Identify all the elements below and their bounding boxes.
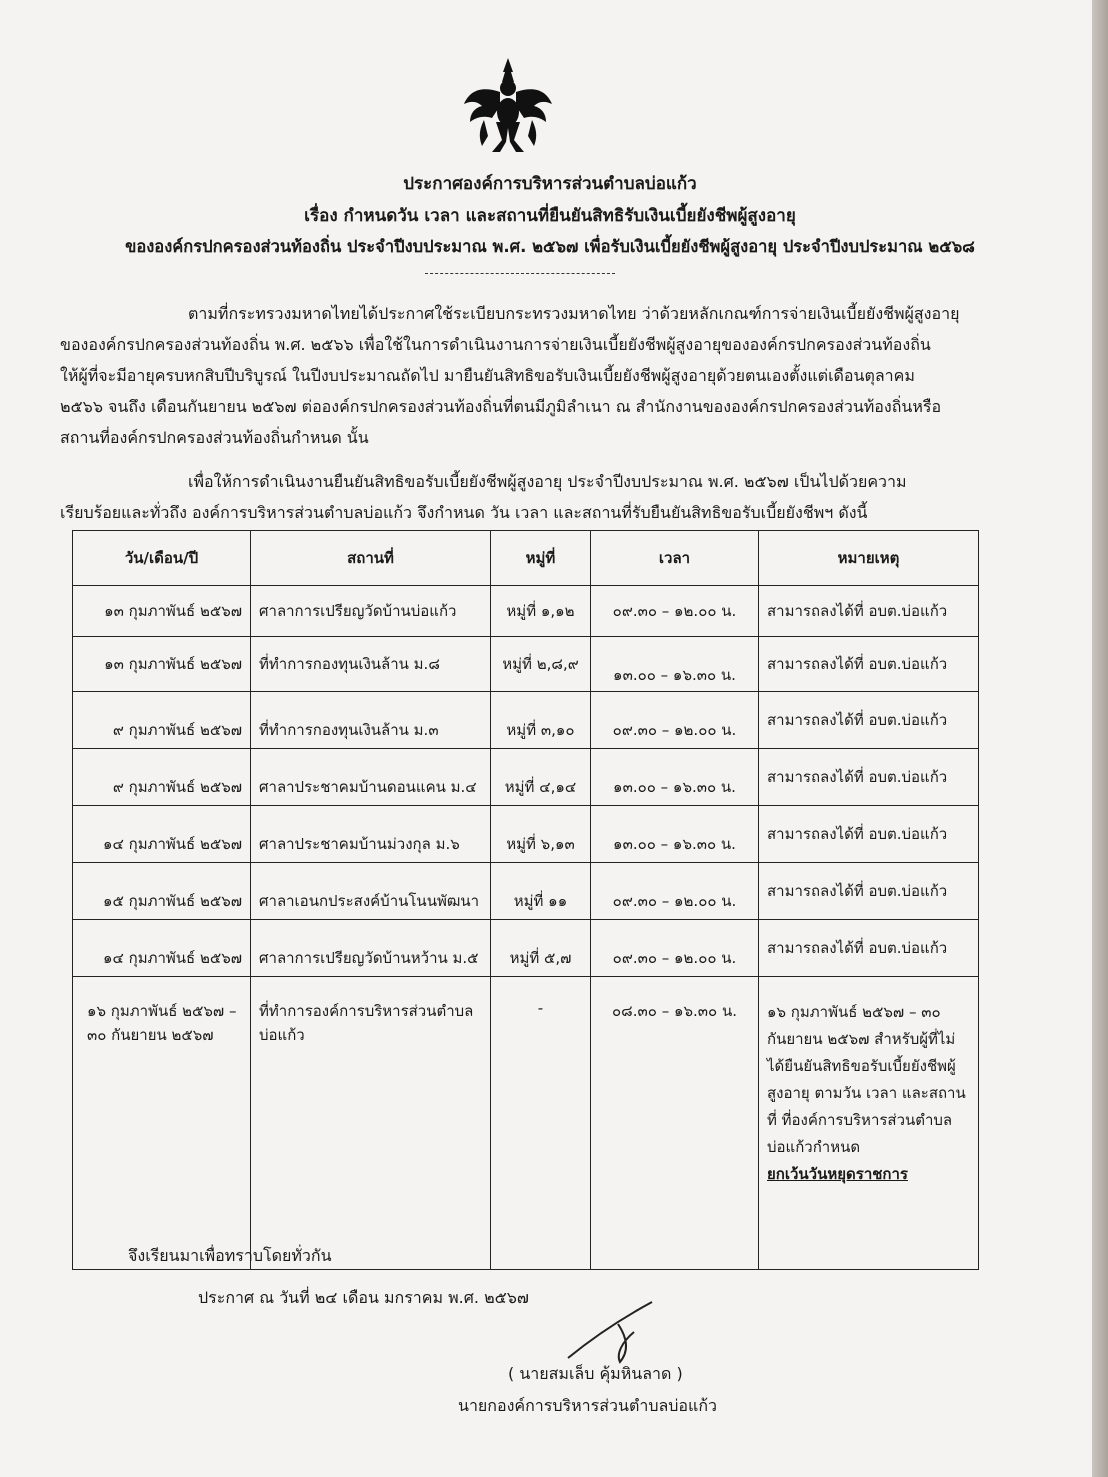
- cell-village: หมู่ที่ ๔,๑๔: [491, 749, 591, 806]
- col-header-village: หมู่ที่: [491, 531, 591, 586]
- cell-village: -: [491, 977, 591, 1270]
- cell-time: ๐๙.๓๐ – ๑๒.๐๐ น.: [591, 863, 759, 920]
- cell-note: สามารถลงได้ที่ อบต.บ่อแก้ว: [759, 637, 979, 692]
- cell-place-line: ที่ทำการองค์การบริหารส่วนตำบล: [259, 1002, 474, 1020]
- paragraph-1-line: ขององค์กรปกครองส่วนท้องถิ่น พ.ศ. ๒๕๖๖ เพื่อใช้ในการดำเนินงานการจ่ายเงินเบี้ยยังชีพผู้สูงอายุขององค์กรปกครองส่วนท้องถิ่น: [60, 335, 931, 354]
- cell-village: หมู่ที่ ๕,๗: [491, 920, 591, 977]
- table-header-row: [73, 531, 979, 586]
- note-emphasis: ยกเว้นวันหยุดราชการ: [767, 1165, 908, 1183]
- paragraph-2-line: เรียบร้อยและทั่วถึง องค์การบริหารส่วนตำบลบ่อแก้ว จึงกำหนด วัน เวลา และสถานที่รับยืนยันสิทธิขอรับเบี้ยยังชีพฯ ดังนี้: [60, 503, 868, 522]
- cell-place: ศาลาประชาคมบ้านดอนแคน ม.๔: [251, 749, 491, 806]
- title-divider: [425, 273, 615, 274]
- cell-date: [73, 977, 251, 1270]
- cell-place: ศาลาการเปรียญวัดบ้านบ่อแก้ว: [251, 586, 491, 637]
- cell-date-line: ๓๐ กันยายน ๒๕๖๗: [87, 1026, 214, 1044]
- cell-note: สามารถลงได้ที่ อบต.บ่อแก้ว: [759, 586, 979, 637]
- col-header-note: หมายเหตุ: [759, 531, 979, 586]
- announcement-date: ประกาศ ณ วันที่ ๒๔ เดือน มกราคม พ.ศ. ๒๕๖๗: [198, 1288, 529, 1307]
- cell-note: สามารถลงได้ที่ อบต.บ่อแก้ว: [759, 692, 979, 749]
- cell-place-line: บ่อแก้ว: [259, 1026, 305, 1044]
- cell-date: ๑๕ กุมภาพันธ์ ๒๕๖๗: [73, 863, 251, 920]
- cell-note: [759, 977, 979, 1270]
- cell-place: ศาลาประชาคมบ้านม่วงกุล ม.๖: [251, 806, 491, 863]
- cell-village: หมู่ที่ ๑๑: [491, 863, 591, 920]
- cell-village: หมู่ที่ ๒,๘,๙: [491, 637, 591, 692]
- cell-time: ๑๓.๐๐ – ๑๖.๓๐ น.: [591, 749, 759, 806]
- cell-date: ๙ กุมภาพันธ์ ๒๕๖๗: [73, 692, 251, 749]
- paragraph-1-line: ๒๕๖๖ จนถึง เดือนกันยายน ๒๕๖๗ ต่อองค์กรปกครองส่วนท้องถิ่นที่ตนมีภูมิลำเนา ณ สำนักงานขององค์กรปกครองส่วนท้องถิ่นหรือ: [60, 397, 942, 416]
- cell-time: ๐๙.๓๐ – ๑๒.๐๐ น.: [591, 586, 759, 637]
- cell-time: ๑๓.๐๐ – ๑๖.๓๐ น.: [591, 806, 759, 863]
- cell-date: ๑๔ กุมภาพันธ์ ๒๕๖๗: [73, 806, 251, 863]
- cell-place: ศาลาการเปรียญวัดบ้านหว้าน ม.๕: [251, 920, 491, 977]
- paragraph-1-line: ให้ผู้ที่จะมีอายุครบหกสิบปีบริบูรณ์ ในปีงบประมาณถัดไป มายืนยันสิทธิขอรับเงินเบี้ยยังชีพผู้สูงอายุด้วยตนเองตั้งแต่เดือนตุลาคม: [60, 366, 915, 385]
- table-row: [73, 692, 979, 749]
- cell-time: ๐๘.๓๐ – ๑๖.๓๐ น.: [591, 977, 759, 1270]
- page-edge: [1092, 0, 1108, 1477]
- table-row: [73, 637, 979, 692]
- signer-name: ( นายสมเล็บ คุ้มหินลาด ): [508, 1364, 683, 1383]
- paragraph-2-line: เพื่อให้การดำเนินงานยืนยันสิทธิขอรับเบี้ยยังชีพผู้สูงอายุ ประจำปีงบประมาณ พ.ศ. ๒๕๖๗ เป็นไปด้วยความ: [188, 472, 907, 491]
- cell-village: หมู่ที่ ๖,๑๓: [491, 806, 591, 863]
- table-row: [73, 806, 979, 863]
- cell-time: ๐๙.๓๐ – ๑๒.๐๐ น.: [591, 692, 759, 749]
- cell-note: สามารถลงได้ที่ อบต.บ่อแก้ว: [759, 863, 979, 920]
- announcement-subject: เรื่อง กำหนดวัน เวลา และสถานที่ยืนยันสิทธิรับเงินเบี้ยยังชีพผู้สูงอายุ: [304, 206, 796, 226]
- table-row: [73, 920, 979, 977]
- cell-time: ๑๓.๐๐ – ๑๖.๓๐ น.: [591, 637, 759, 692]
- signature-mark: [560, 1296, 660, 1366]
- garuda-emblem-icon: [462, 56, 554, 156]
- note-text: ๑๖ กุมภาพันธ์ ๒๕๖๗ – ๓๐ กันยายน ๒๕๖๗ สำหรับผู้ที่ไม่ได้ยืนยันสิทธิขอรับเบี้ยยังชีพผู้สูงอายุ ตามวัน เวลา และสถานที่ ที่องค์การบริหารส่วนตำบลบ่อแก้วกำหนด: [767, 1003, 966, 1156]
- cell-time: ๐๙.๓๐ – ๑๒.๐๐ น.: [591, 920, 759, 977]
- cell-place: ศาลาเอนกประสงค์บ้านโนนพัฒนา: [251, 863, 491, 920]
- signer-title: นายกองค์การบริหารส่วนตำบลบ่อแก้ว: [458, 1396, 718, 1415]
- cell-note: สามารถลงได้ที่ อบต.บ่อแก้ว: [759, 806, 979, 863]
- col-header-time: เวลา: [591, 531, 759, 586]
- cell-date-line: ๑๖ กุมภาพันธ์ ๒๕๖๗ –: [87, 1002, 237, 1020]
- paragraph-1-line: ตามที่กระทรวงมหาดไทยได้ประกาศใช้ระเบียบกระทรวงมหาดไทย ว่าด้วยหลักเกณฑ์การจ่ายเงินเบี้ยยังชีพผู้สูงอายุ: [188, 304, 960, 323]
- table-row: [73, 586, 979, 637]
- cell-village: หมู่ที่ ๑,๑๒: [491, 586, 591, 637]
- schedule-table: [72, 530, 979, 1270]
- paragraph-1: [60, 298, 1000, 453]
- cell-date: ๙ กุมภาพันธ์ ๒๕๖๗: [73, 749, 251, 806]
- table-row: [73, 863, 979, 920]
- cell-note: สามารถลงได้ที่ อบต.บ่อแก้ว: [759, 920, 979, 977]
- col-header-place: สถานที่: [251, 531, 491, 586]
- cell-date: ๑๓ กุมภาพันธ์ ๒๕๖๗: [73, 586, 251, 637]
- cell-place: ที่ทำการกองทุนเงินล้าน ม.๓: [251, 692, 491, 749]
- col-header-date: วัน/เดือน/ปี: [73, 531, 251, 586]
- paragraph-2: [60, 466, 1000, 528]
- cell-place: ที่ทำการกองทุนเงินล้าน ม.๘: [251, 637, 491, 692]
- cell-village: หมู่ที่ ๓,๑๐: [491, 692, 591, 749]
- cell-place: [251, 977, 491, 1270]
- table-row: [73, 977, 979, 1270]
- cell-date: ๑๔ กุมภาพันธ์ ๒๕๖๗: [73, 920, 251, 977]
- table-row: [73, 749, 979, 806]
- paragraph-1-line: สถานที่องค์กรปกครองส่วนท้องถิ่นกำหนด นั้น: [60, 428, 369, 447]
- announcement-title: ประกาศองค์การบริหารส่วนตำบลบ่อแก้ว: [403, 174, 697, 194]
- cell-date: ๑๓ กุมภาพันธ์ ๒๕๖๗: [73, 637, 251, 692]
- closing-text: จึงเรียนมาเพื่อทราบโดยทั่วกัน: [128, 1246, 332, 1265]
- announcement-subject-cont: ขององค์กรปกครองส่วนท้องถิ่น ประจำปีงบประมาณ พ.ศ. ๒๕๖๗ เพื่อรับเงินเบี้ยยังชีพผู้สูงอายุ ประจำปีงบประมาณ ๒๕๖๘: [125, 237, 975, 256]
- cell-note: สามารถลงได้ที่ อบต.บ่อแก้ว: [759, 749, 979, 806]
